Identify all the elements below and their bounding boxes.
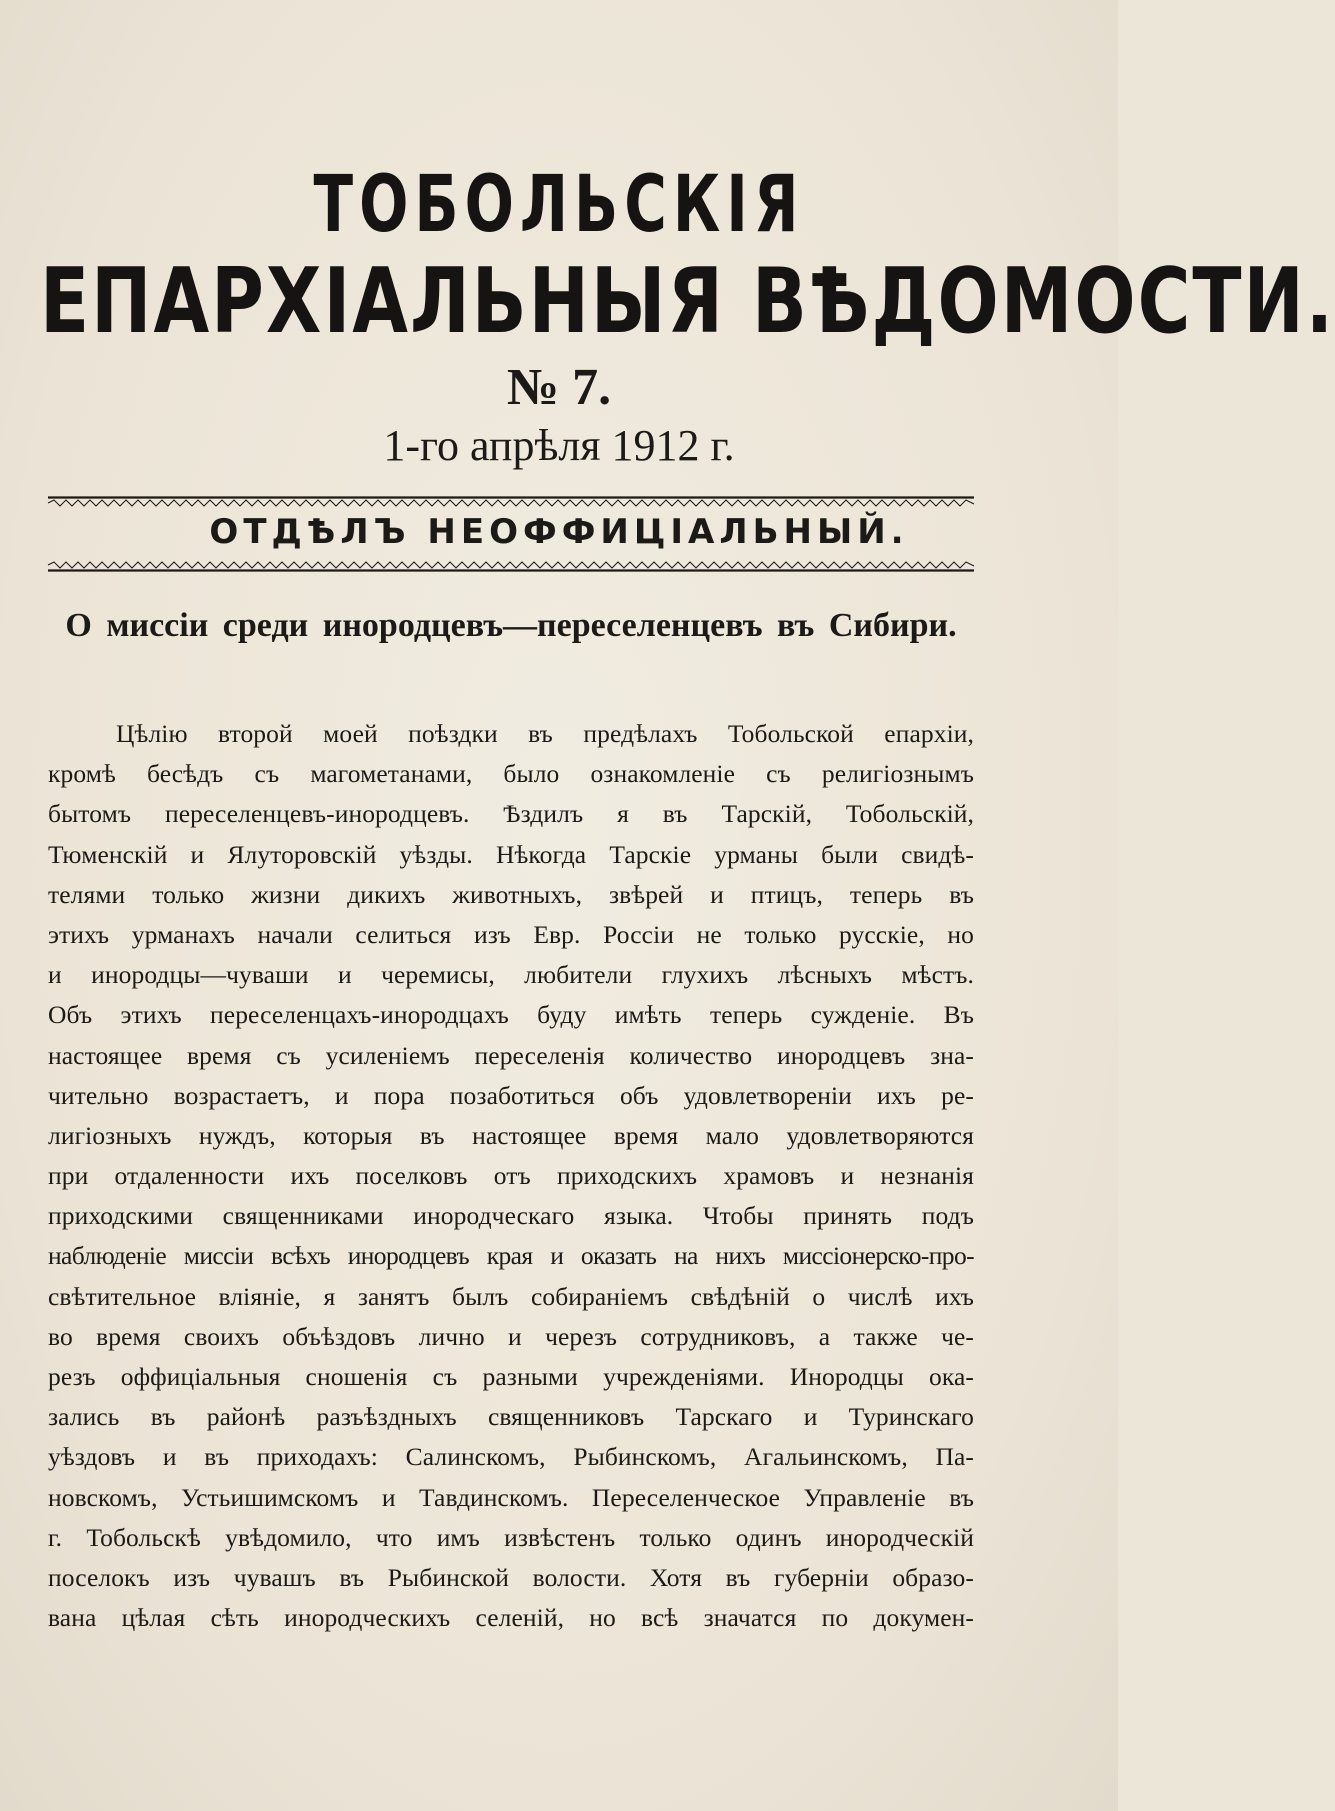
- body-line: во время своихъ объѣздовъ лично и черезъ сотрудниковъ, а также че-: [48, 1321, 974, 1351]
- article-title: О миссіи среди инородцевъ—переселенцевъ въ Сибири.: [65, 607, 957, 644]
- body-line: кромѣ бесѣдъ съ магометанами, было ознакомленіе съ религіознымъ: [48, 759, 974, 789]
- ornamental-rule-bottom: [48, 560, 974, 572]
- section-heading: ОТДѢЛЪ НЕОФФИЦІАЛЬНЫЙ.: [209, 512, 909, 552]
- ornamental-rule-top: [48, 496, 974, 508]
- body-line: поселокъ изъ чувашъ въ Рыбинской волости. Хотя въ губерніи образо-: [48, 1562, 974, 1592]
- body-line: и инородцы—чуваши и черемисы, любители глухихъ лѣсныхъ мѣстъ.: [48, 960, 974, 990]
- body-line: бытомъ переселенцевъ-инородцевъ. Ѣздилъ я въ Тарскій, Тобольскій,: [48, 799, 974, 829]
- journal-title-line2: ЕПАРХІАЛЬНЫЯ ВѢДОМОСТИ.: [40, 248, 1335, 353]
- issue-date: 1-го апрѣля 1912 г.: [383, 421, 735, 470]
- body-line: настоящее время съ усиленіемъ переселенія количество инородцевъ зна-: [48, 1040, 974, 1070]
- body-line: Тюменскій и Ялуторовскій уѣзды. Нѣкогда Тарскіе урманы были свидѣ-: [48, 839, 974, 869]
- body-line: приходскими священниками инородческаго языка. Чтобы принять подъ: [48, 1201, 974, 1231]
- body-line: Объ этихъ переселенцахъ-инородцахъ буду имѣть теперь сужденіе. Въ: [48, 1000, 974, 1030]
- body-line: чительно возрастаетъ, и пора позаботиться объ удовлетвореніи ихъ ре-: [48, 1080, 974, 1110]
- body-line: при отдаленности ихъ поселковъ отъ приходскихъ храмовъ и незнанія: [48, 1161, 974, 1191]
- body-line: уѣздовъ и въ приходахъ: Салинскомъ, Рыбинскомъ, Агальинскомъ, Па-: [48, 1442, 974, 1472]
- article-body: [48, 714, 974, 1638]
- body-line: г. Тобольскѣ увѣдомило, что имъ извѣстенъ только одинъ инородческій: [48, 1522, 974, 1552]
- body-line: вана цѣлая сѣть инородческихъ селеній, но всѣ значатся по докумен-: [48, 1603, 974, 1633]
- body-line: новскомъ, Устьишимскомъ и Тавдинскомъ. Переселенческое Управленіе въ: [48, 1482, 974, 1512]
- body-line: свѣтительное вліяніе, я занятъ былъ собираніемъ свѣдѣній о числѣ ихъ: [48, 1281, 974, 1311]
- body-line: этихъ урманахъ начали селиться изъ Евр. Россіи не только русскіе, но: [48, 919, 974, 949]
- issue-number: № 7.: [506, 359, 612, 416]
- body-line: наблюденіе миссіи всѣхъ инородцевъ края и оказать на нихъ миссіонерско-про-: [48, 1241, 974, 1271]
- body-line: Цѣлію второй моей поѣздки въ предѣлахъ Тобольской епархіи,: [116, 719, 974, 748]
- body-line: лигіозныхъ нуждъ, которыя въ настоящее время мало удовлетворяются: [48, 1120, 974, 1150]
- journal-title-line1: ТОБОЛЬСКІЯ: [313, 158, 805, 250]
- body-line: телями только жизни дикихъ животныхъ, звѣрей и птицъ, теперь въ: [48, 879, 974, 909]
- body-line: резъ оффиціальныя сношенія съ разными учрежденіями. Инородцы ока-: [48, 1362, 974, 1391]
- body-line: зались въ районѣ разъѣздныхъ священниковъ Тарскаго и Туринскаго: [48, 1402, 974, 1432]
